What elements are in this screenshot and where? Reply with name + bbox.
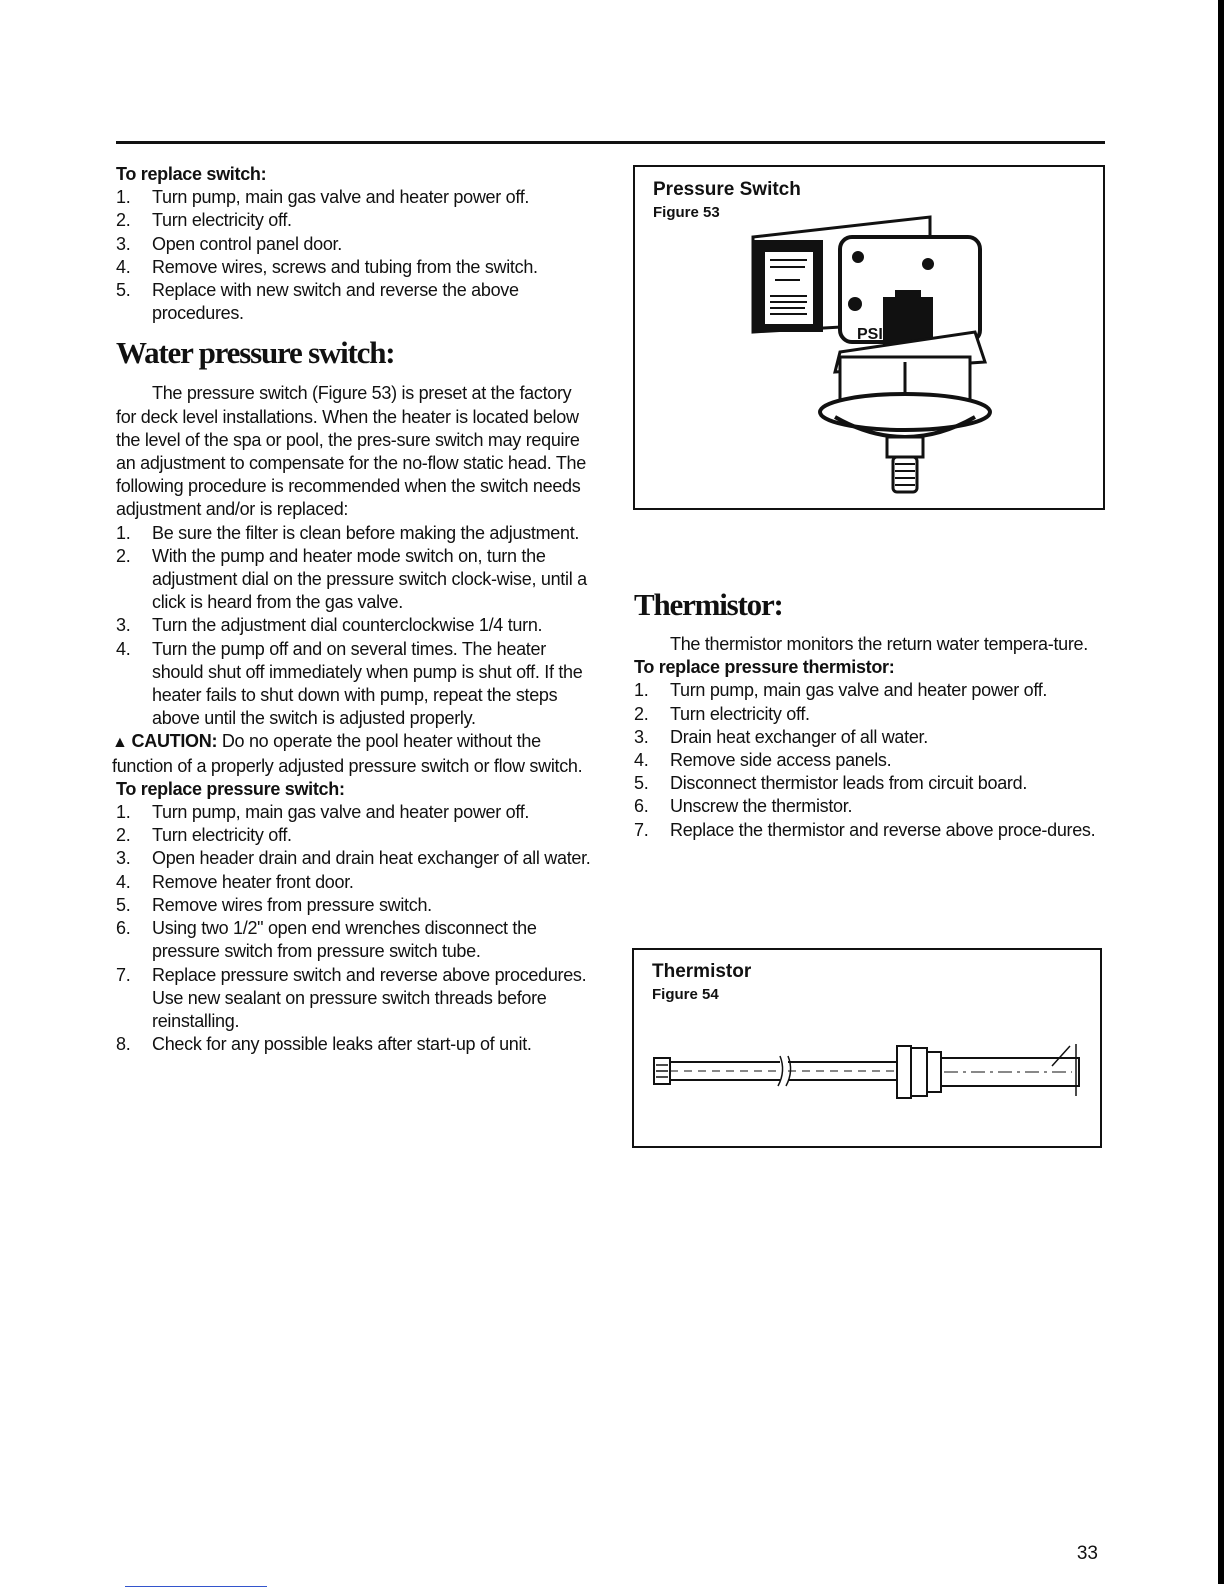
list-item: 1. Be sure the filter is clean before making the adjustment. bbox=[116, 522, 580, 543]
list-item: 2. Turn electricity off. bbox=[634, 703, 810, 724]
water-pressure-intro: The pressure switch (Figure 53) is preset at the factory for deck level installations. When the heater is located below the level of the spa or pool, the pres-sure switch may require an adjustment to compensate for the no-flow static head. The following procedure is recommended when the switch needs adjustment and/or is replaced: bbox=[116, 383, 586, 520]
pressure-switch-illustration bbox=[745, 212, 1005, 502]
list-item: 8. Check for any possible leaks after start-up of unit. bbox=[116, 1034, 532, 1055]
figure-54-box bbox=[632, 948, 1102, 1148]
caution-label: CAUTION: bbox=[131, 731, 218, 752]
thermistor-intro: The thermistor monitors the return water tempera-ture. bbox=[670, 634, 1088, 654]
page-number: 33 bbox=[1076, 1543, 1098, 1564]
psi-label: PSI bbox=[857, 326, 883, 343]
replace-thermistor-steps bbox=[634, 679, 1104, 841]
adjustment-steps bbox=[116, 522, 596, 731]
list-item: 6. Using two 1/2" open end wrenches disconnect the pressure switch from pressure switch tube. bbox=[116, 918, 537, 962]
list-item: 3. Open control panel door. bbox=[116, 233, 342, 254]
list-item: 1. Turn pump, main gas valve and heater power off. bbox=[634, 680, 1048, 701]
list-item: 5. Replace with new switch and reverse the above procedures. bbox=[116, 280, 519, 324]
list-item: 1. Turn pump, main gas valve and heater power off. bbox=[116, 187, 530, 208]
figure-53-title: Pressure Switch bbox=[653, 179, 801, 200]
list-item: 7. Replace the thermistor and reverse above proce-dures. bbox=[634, 819, 1096, 840]
left-column bbox=[112, 163, 596, 1056]
replace-switch-heading: To replace switch: bbox=[116, 164, 267, 184]
list-item: 3. Drain heat exchanger of all water. bbox=[634, 726, 928, 747]
figure-53-number: Figure 53 bbox=[653, 204, 720, 221]
list-item: 1. Turn pump, main gas valve and heater power off. bbox=[116, 802, 530, 823]
right-column bbox=[634, 587, 1104, 842]
list-item: 2. Turn electricity off. bbox=[116, 210, 292, 231]
caution-text: Do no operate the pool heater without the function of a properly adjusted pressure switch or flow switch. bbox=[112, 731, 583, 776]
figure-54-number: Figure 54 bbox=[652, 986, 719, 1003]
header-rule bbox=[116, 141, 1105, 144]
water-pressure-switch-title: Water pressure switch: bbox=[116, 335, 395, 371]
warning-triangle-icon: ▲ bbox=[112, 734, 128, 752]
figure-54-title: Thermistor bbox=[652, 961, 752, 982]
replace-pressure-switch-heading: To replace pressure switch: bbox=[116, 778, 345, 799]
list-item: 5. Remove wires from pressure switch. bbox=[116, 894, 432, 915]
replace-pressure-steps bbox=[116, 801, 596, 1056]
replace-switch-steps bbox=[116, 186, 596, 325]
list-item: 3. Turn the adjustment dial counterclockwise 1/4 turn. bbox=[116, 615, 543, 636]
list-item: 7. Replace pressure switch and reverse above procedures. Use new sealant on pressure switch threads before reinstalling. bbox=[116, 964, 587, 1031]
list-item: 2. Turn electricity off. bbox=[116, 825, 292, 846]
list-item: 4. Turn the pump off and on several times. The heater should shut off immediately when pump is shut off. If the heater fails to shut down with pump, repeat the steps above until the switch is adjusted properly. bbox=[116, 638, 583, 729]
list-item: 3. Open header drain and drain heat exchanger of all water. bbox=[116, 848, 591, 869]
list-item: 5. Disconnect thermistor leads from circuit board. bbox=[634, 773, 1028, 794]
scan-edge-bar bbox=[1218, 0, 1224, 1584]
thermistor-illustration bbox=[652, 1038, 1082, 1108]
thermistor-title: Thermistor: bbox=[634, 587, 783, 622]
list-item: 4. Remove heater front door. bbox=[116, 871, 354, 892]
list-item: 4. Remove side access panels. bbox=[634, 750, 892, 771]
figure-53-box bbox=[633, 165, 1105, 510]
list-item: 2. With the pump and heater mode switch on, turn the adjustment dial on the pressure switch clock-wise, until a click is heard from the gas valve. bbox=[116, 545, 587, 613]
replace-thermistor-heading: To replace pressure thermistor: bbox=[634, 657, 895, 678]
list-item: 6. Unscrew the thermistor. bbox=[634, 796, 853, 817]
list-item: 4. Remove wires, screws and tubing from the switch. bbox=[116, 256, 538, 277]
caution-note bbox=[112, 730, 596, 777]
